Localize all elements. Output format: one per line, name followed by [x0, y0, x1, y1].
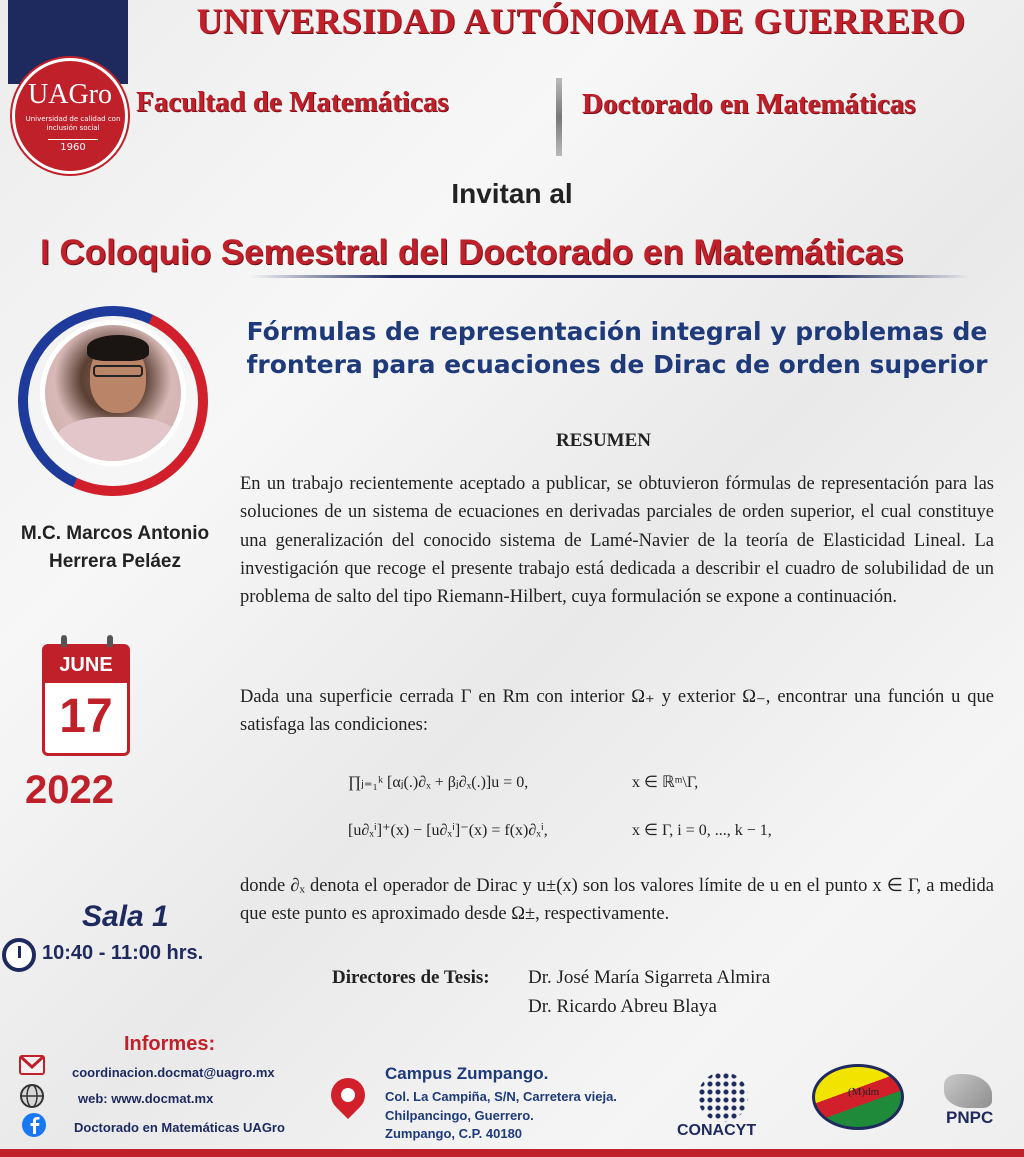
mdm-label: (M)dm: [848, 1086, 880, 1098]
university-title: UNIVERSIDAD AUTÓNOMA DE GUERRERO: [196, 1, 966, 41]
pnpc-logo: [944, 1074, 992, 1108]
colloquium-title: I Coloquio Semestral del Doctorado en Matemáticas: [40, 233, 904, 272]
photo-hair: [87, 335, 149, 361]
faculty-title: Facultad de Matemáticas: [136, 86, 449, 118]
program-title: Doctorado en Matemáticas: [582, 88, 916, 120]
logo-year: 1960: [48, 139, 98, 153]
equation-2-condition: x ∈ Γ, i = 0, ..., k − 1,: [632, 822, 772, 839]
directors-label: Directores de Tesis:: [332, 967, 490, 988]
speaker-photo: [40, 320, 186, 466]
event-time: 10:40 - 11:00 hrs.: [42, 942, 204, 964]
globe-icon: [18, 1083, 46, 1109]
facebook-icon: [20, 1112, 48, 1138]
location-pin-icon: [324, 1071, 372, 1119]
abstract-paragraph-1: En un trabajo recientemente aceptado a publicar, se obtuvieron fórmulas de representación para las soluciones de un sistema de ecuaciones en derivadas parciales de orden superior, el cual constituye una generalización del conocido sistema de Lamé-Navier de la teoría de Elasticidad Lineal. La investigación que recoge el presente trabajo está dedicada a describir el cuadro de solubilidad de un problema de salto del tipo Riemann-Hilbert, cuya formulación se expone a continuación.: [240, 474, 994, 608]
contact-web-link[interactable]: web: www.docmat.mx: [78, 1091, 214, 1106]
abstract-heading: RESUMEN: [556, 430, 652, 451]
bottom-color-bar: [0, 1149, 1024, 1157]
uagro-logo: [12, 58, 128, 174]
contact-heading: Informes:: [124, 1033, 216, 1055]
photo-glasses: [93, 365, 143, 377]
clock-icon: [2, 938, 36, 972]
calendar-icon: [42, 644, 130, 756]
header-divider: [556, 78, 562, 156]
calendar-day: 17: [59, 690, 113, 743]
equation-1-condition: x ∈ ℝᵐ\Γ,: [632, 774, 699, 791]
contact-email-link[interactable]: coordinacion.docmat@uagro.mx: [72, 1065, 275, 1080]
equation-2: [u∂ₓⁱ]⁺(x) − [u∂ₓⁱ]⁻(x) = f(x)∂ₓⁱ,: [348, 822, 548, 839]
equation-1: ∏ⱼ₌₁ᵏ [αⱼ(.)∂ₓ + βⱼ∂ₓ(.)]u = 0,: [348, 774, 529, 791]
address-line: Chilpancingo, Guerrero.: [385, 1107, 534, 1123]
campus-address: [385, 1088, 617, 1144]
speaker-name-line-1: M.C. Marcos Antonio: [20, 523, 210, 544]
abstract-paragraph-3: donde ∂ₓ denota el operador de Dirac y u±(x) son los valores límite de u en el punto x ∈ Γ, a medida que este punto es aproximado desde Ω±, respectivamente.: [240, 876, 994, 925]
mail-icon: [18, 1052, 46, 1078]
colloquium-underline: [250, 275, 970, 278]
address-line: Zumpango, C.P. 40180: [385, 1126, 523, 1141]
invite-heading: Invitan al: [451, 178, 573, 209]
event-year: 2022: [25, 768, 114, 812]
room-label: Sala 1: [82, 900, 169, 933]
conacyt-logo: [698, 1072, 748, 1122]
speaker-name: [0, 520, 230, 576]
abstract-paragraph-2: Dada una superficie cerrada Γ en Rm con interior Ω₊ y exterior Ω₋, encontrar una función u que satisfaga las condiciones:: [240, 687, 994, 736]
photo-shirt: [55, 417, 181, 466]
talk-title: Fórmulas de representación integral y problemas de frontera para ecuaciones de Dirac de orden superior: [246, 317, 988, 379]
speaker-name-line-2: Herrera Peláez: [48, 551, 182, 572]
pnpc-label: PNPC: [946, 1108, 994, 1127]
contact-facebook-link[interactable]: Doctorado en Matemáticas UAGro: [74, 1120, 285, 1135]
director-name: Dr. Ricardo Abreu Blaya: [528, 996, 717, 1017]
address-line: Col. La Campiña, S/N, Carretera vieja.: [385, 1089, 617, 1104]
conacyt-label: CONACYT: [677, 1122, 757, 1139]
calendar-month: JUNE: [45, 647, 127, 683]
logo-name: UAGro: [28, 79, 112, 110]
campus-name: Campus Zumpango.: [385, 1064, 549, 1083]
logo-tagline: Universidad de calidad con inclusión social: [25, 115, 121, 132]
director-name: Dr. José María Sigarreta Almira: [528, 967, 771, 988]
